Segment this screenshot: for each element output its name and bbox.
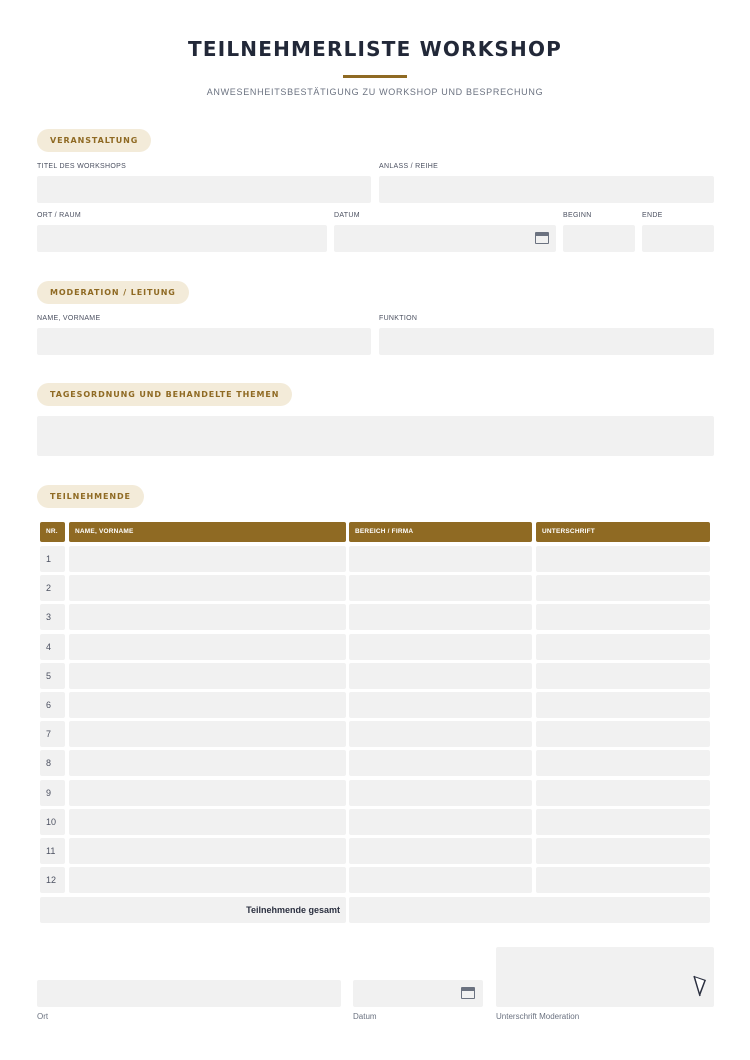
participant-name-cell[interactable] [69,546,346,572]
participant-department-cell[interactable] [349,604,532,630]
participant-department-cell[interactable] [349,838,532,864]
row-number: 4 [40,634,65,660]
participant-signature-cell[interactable] [536,780,710,806]
participant-signature-cell[interactable] [536,604,710,630]
participant-signature-cell[interactable] [536,663,710,689]
start-time-field[interactable] [563,225,635,252]
participant-signature-cell[interactable] [536,750,710,776]
row-number: 11 [40,838,65,864]
participant-signature-cell[interactable] [536,546,710,572]
column-header-number: NR. [40,522,65,542]
row-number: 5 [40,663,65,689]
row-number: 12 [40,867,65,893]
agenda-field[interactable] [37,416,714,456]
end-time-field[interactable] [642,225,714,252]
moderator-signature-field[interactable] [496,947,714,1007]
participant-department-cell[interactable] [349,575,532,601]
place-label: Ort [37,1012,49,1021]
moderator-name-label: NAME, VORNAME [37,315,101,322]
function-label: FUNKTION [379,315,418,322]
row-number: 6 [40,692,65,718]
participant-signature-cell[interactable] [536,692,710,718]
participant-name-cell[interactable] [69,867,346,893]
row-number: 3 [40,604,65,630]
section-heading-moderation: MODERATION / LEITUNG [37,281,189,304]
participant-signature-cell[interactable] [536,575,710,601]
participant-total-label: Teilnehmende gesamt [40,897,346,923]
participant-department-cell[interactable] [349,780,532,806]
calendar-icon[interactable] [461,987,475,999]
participant-name-cell[interactable] [69,663,346,689]
function-field[interactable] [379,328,714,355]
column-header-name: NAME, VORNAME [69,522,346,542]
end-time-label: ENDE [642,212,663,219]
participant-name-cell[interactable] [69,780,346,806]
workshop-title-label: TITEL DES WORKSHOPS [37,163,127,170]
calendar-icon[interactable] [535,232,549,244]
row-number: 9 [40,780,65,806]
participant-signature-cell[interactable] [536,721,710,747]
occasion-field[interactable] [379,176,714,203]
participant-name-cell[interactable] [69,604,346,630]
location-label: ORT / RAUM [37,212,81,219]
participant-total-field[interactable] [349,897,710,923]
participant-department-cell[interactable] [349,809,532,835]
participant-signature-cell[interactable] [536,838,710,864]
participant-name-cell[interactable] [69,721,346,747]
participant-signature-cell[interactable] [536,809,710,835]
location-field[interactable] [37,225,327,252]
participant-name-cell[interactable] [69,750,346,776]
participant-department-cell[interactable] [349,546,532,572]
section-heading-event: VERANSTALTUNG [37,129,151,152]
moderator-signature-label: Unterschrift Moderation [496,1012,580,1021]
workshop-title-field[interactable] [37,176,371,203]
signing-date-field[interactable] [353,980,483,1007]
row-number: 8 [40,750,65,776]
participant-department-cell[interactable] [349,867,532,893]
participant-signature-cell[interactable] [536,634,710,660]
row-number: 7 [40,721,65,747]
participant-name-cell[interactable] [69,575,346,601]
date-label: DATUM [334,212,360,219]
participant-name-cell[interactable] [69,692,346,718]
pen-nib-icon[interactable] [692,974,708,1000]
participant-name-cell[interactable] [69,838,346,864]
page-subtitle: ANWESENHEITSBESTÄTIGUNG ZU WORKSHOP UND BESPRECHUNG [206,87,544,97]
participant-department-cell[interactable] [349,721,532,747]
participant-department-cell[interactable] [349,663,532,689]
participant-signature-cell[interactable] [536,867,710,893]
moderator-name-field[interactable] [37,328,371,355]
place-field[interactable] [37,980,341,1007]
signing-date-label: Datum [353,1012,377,1021]
participant-department-cell[interactable] [349,692,532,718]
row-number: 2 [40,575,65,601]
start-time-label: BEGINN [563,212,592,219]
date-field[interactable] [334,225,556,252]
column-header-signature: UNTERSCHRIFT [536,522,710,542]
participant-department-cell[interactable] [349,634,532,660]
participant-department-cell[interactable] [349,750,532,776]
title-divider [343,75,407,78]
column-header-department: BEREICH / FIRMA [349,522,532,542]
participant-name-cell[interactable] [69,809,346,835]
occasion-label: ANLASS / REIHE [379,163,439,170]
page-title: TEILNEHMERLISTE WORKSHOP [187,37,562,61]
section-heading-participants: TEILNEHMENDE [37,485,144,508]
row-number: 10 [40,809,65,835]
row-number: 1 [40,546,65,572]
participant-name-cell[interactable] [69,634,346,660]
section-heading-agenda: TAGESORDNUNG UND BEHANDELTE THEMEN [37,383,292,406]
